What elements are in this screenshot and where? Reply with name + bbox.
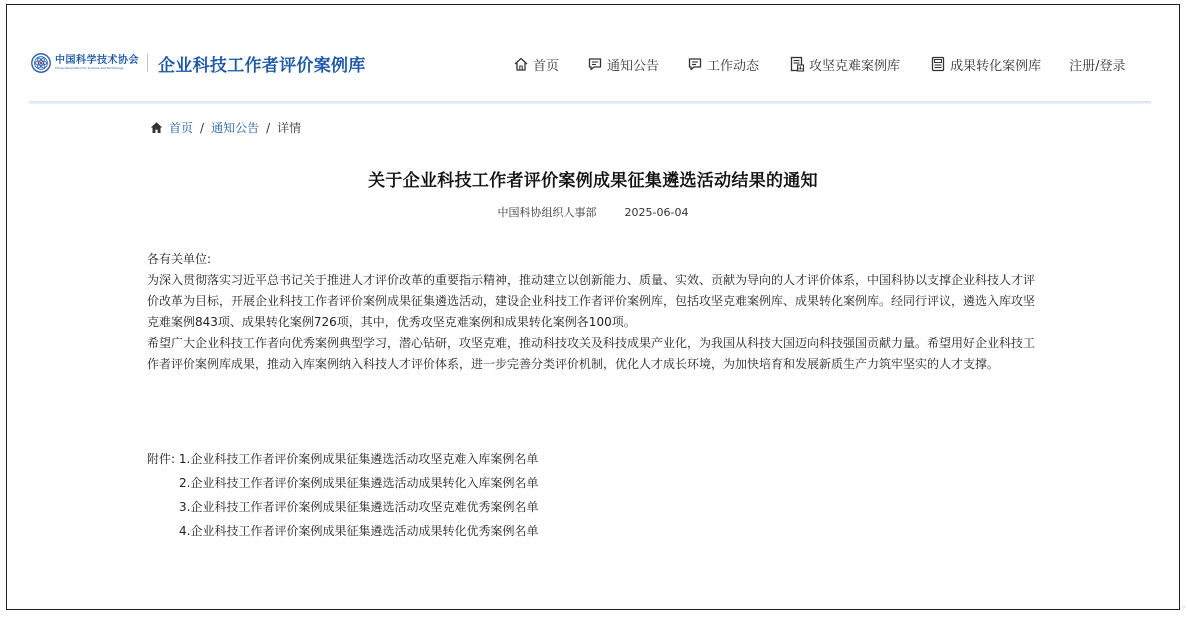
chat-bubble-icon	[687, 56, 703, 72]
home-icon	[513, 56, 529, 72]
home-icon[interactable]	[150, 121, 163, 134]
attachment-item[interactable]	[147, 495, 538, 519]
nav-item-notices[interactable]	[587, 55, 659, 74]
breadcrumb-separator: /	[266, 120, 271, 135]
attachments-label: 附件:	[147, 452, 176, 466]
breadcrumb-notices-link[interactable]: 通知公告	[211, 121, 260, 135]
main-nav	[513, 52, 1125, 76]
corner-mark: ◦	[1181, 603, 1186, 612]
nav-item-label: 通知公告	[607, 58, 660, 74]
header-divider	[29, 101, 1151, 104]
article-paragraph: 希望广大企业科技工作者向优秀案例典型学习，潜心钻研，攻坚克难，推动科技攻关及科技成果产业化，为我国从科技大国迈向科技强国贡献力量。希望用好企业科技工作者评价案例库成果，推动入库案例纳入科技人才评价体系，进一步完善分类评价机制，优化人才成长环境，为加快培育和发展新质生产力筑牢坚实的人才支撑。	[147, 336, 1036, 371]
attachment-link[interactable]: 4.企业科技工作者评价案例成果征集遴选活动成果转化优秀案例名单	[179, 524, 539, 538]
page-frame	[6, 4, 1180, 610]
nav-item-label: 首页	[533, 58, 560, 74]
breadcrumb-current: 详情	[277, 121, 302, 135]
article-meta	[7, 204, 1179, 220]
nav-item-home[interactable]	[513, 55, 559, 74]
article-date: 2025-06-04	[624, 206, 689, 219]
logo-wordmark	[55, 53, 139, 73]
breadcrumb-home-link[interactable]: 首页	[169, 121, 194, 135]
breadcrumb	[150, 119, 301, 136]
attachments-list	[147, 447, 538, 543]
site-title[interactable]: 企业科技工作者评价案例库	[158, 55, 366, 76]
login-register-label: 注册/登录	[1069, 58, 1126, 74]
attachment-item[interactable]	[147, 471, 538, 495]
article-publisher: 中国科协组织人事部	[497, 206, 597, 219]
login-register-link[interactable]	[1069, 55, 1125, 74]
chat-bubble-icon	[587, 56, 603, 72]
logo-chinese-text: 中国科学技术协会	[55, 55, 139, 66]
cast-emblem-icon	[31, 53, 51, 73]
nav-item-label: 成果转化案例库	[950, 58, 1042, 74]
article-title: 关于企业科技工作者评价案例成果征集遴选活动结果的通知	[368, 171, 818, 191]
nav-item-work-news[interactable]	[687, 55, 759, 74]
attachment-item[interactable]	[147, 519, 538, 543]
nav-item-label: 攻坚克难案例库	[809, 58, 901, 74]
nav-item-label: 工作动态	[707, 58, 760, 74]
article-paragraph: 为深入贯彻落实习近平总书记关于推进人才评价改革的重要指示精神，推动建立以创新能力、质量、实效、贡献为导向的人才评价体系，中国科协以支撑企业科技人才评价改革为目标，开展企业科技工作者评价案例成果征集遴选活动，建设企业科技工作者评价案例库，包括攻坚克难案例库、成果转化案例库。经同行评议，遴选入库攻坚克难案例843项、成果转化案例726项，其中，优秀攻坚克难案例和成果转化案例各100项。	[147, 273, 1036, 329]
site-header	[7, 5, 1179, 101]
logo-english-text: China Association for Science and Technology	[55, 66, 124, 70]
brand[interactable]	[31, 49, 366, 77]
document-chart-icon	[789, 56, 805, 72]
article-salutation: 各有关单位:	[147, 252, 212, 266]
attachment-link[interactable]: 3.企业科技工作者评价案例成果征集遴选活动攻坚克难优秀案例名单	[179, 500, 539, 514]
attachment-link[interactable]: 1.企业科技工作者评价案例成果征集遴选活动攻坚克难入库案例名单	[178, 452, 539, 466]
document-list-icon	[930, 56, 946, 72]
attachment-item[interactable]	[147, 447, 538, 471]
nav-item-transfer-case-library[interactable]	[930, 55, 1041, 74]
attachment-link[interactable]: 2.企业科技工作者评价案例成果征集遴选活动成果转化入库案例名单	[179, 476, 539, 490]
article-body	[147, 249, 1042, 375]
breadcrumb-separator: /	[200, 120, 205, 135]
brand-divider	[147, 54, 148, 72]
nav-item-tackle-case-library[interactable]	[789, 55, 900, 74]
